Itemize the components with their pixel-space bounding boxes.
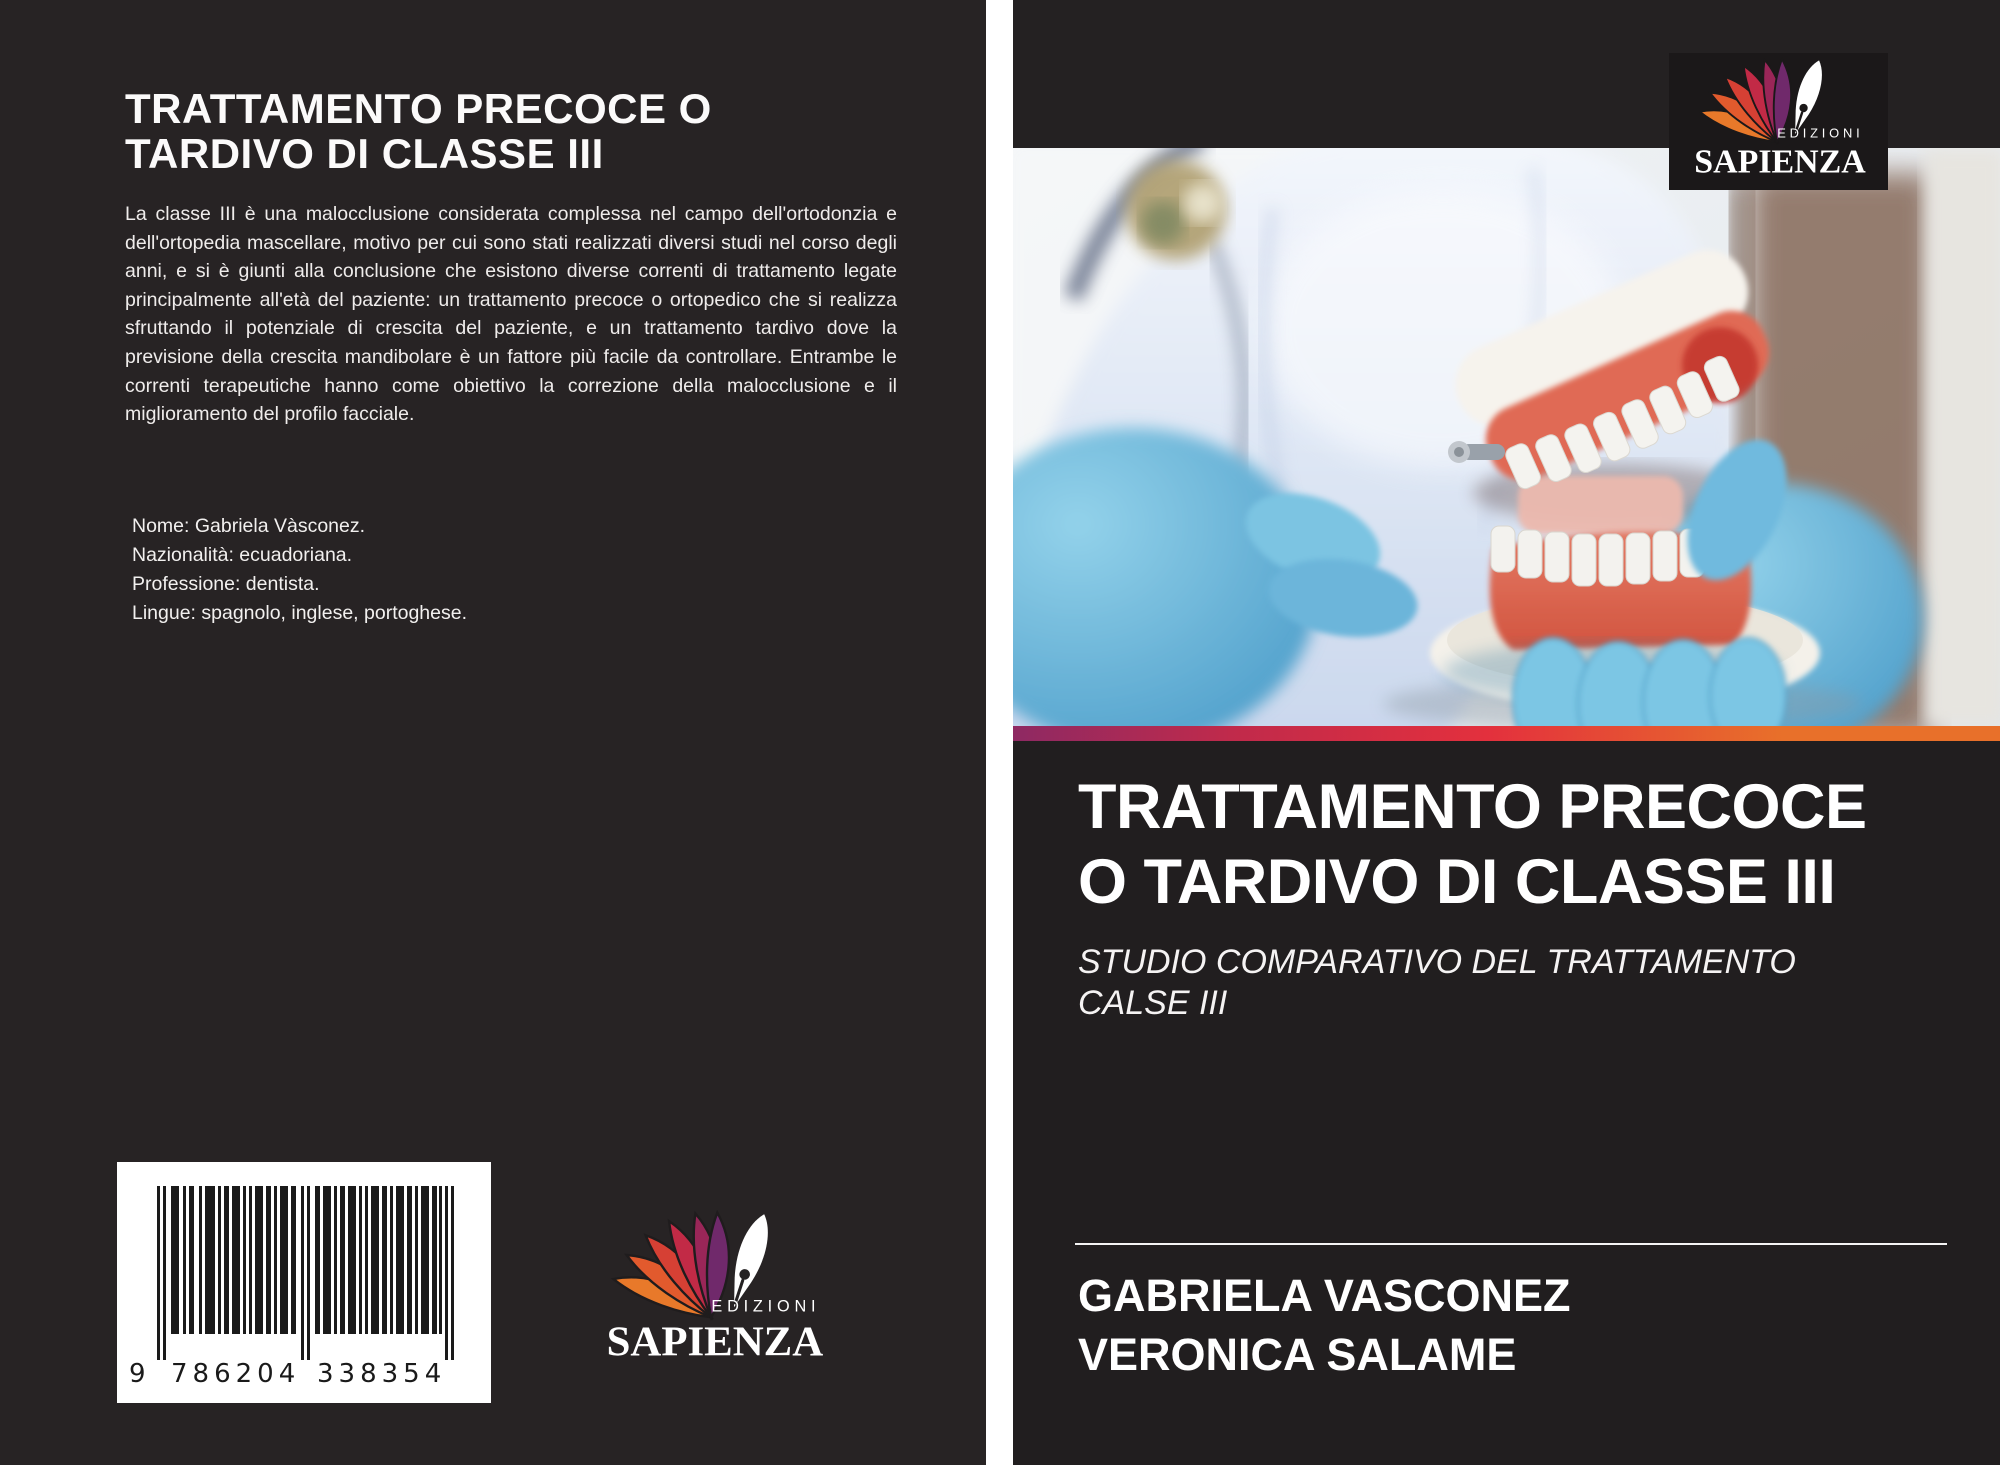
barcode-bars [157,1186,454,1360]
isbn-digits-group2: 338354 [317,1359,447,1389]
back-blurb-text: La classe III è una malocclusione considerata complessa nel campo dell'ortodonzia e dell'ortopedia mascellare, motivo per cui sono stati realizzati diversi studi nel corso degli anni, e si è giunti alla conclusione che esistono diverse correnti di trattamento legate principalmente all'età del paziente: un trattamento precoce o ortopedico che si realizza sfruttando il potenziale di crescita del paziente, e un trattamento tardivo dove la previsione della crescita mandibolare è un fattore più facile da controllare. Entrambe le correnti terapeutiche hanno come obiettivo la correzione della malocclusione e il miglioramento del profilo facciale. [125,203,897,426]
front-title [1078,770,1958,920]
back-cover [0,0,986,1465]
logo-edizioni-label: EDIZIONI [1777,125,1864,141]
front-subtitle [1078,942,1958,1024]
cover-photo-illustration [1013,148,2000,726]
author-name-1: GABRIELA VASCONEZ [1078,1270,1571,1321]
author-bio [132,512,467,628]
edizioni-sapienza-logo-icon [1682,57,1875,186]
bio-line-languages: Lingue: spagnolo, inglese, portoghese. [132,602,468,624]
bio-line-name: Nome: Gabriela Vàsconez. [132,515,366,537]
back-cover-content [125,86,897,429]
bio-line-nationality: Nazionalità: ecuadoriana. [132,544,353,566]
edizioni-sapienza-logo-icon [598,1210,828,1373]
isbn-barcode [117,1162,491,1403]
accent-gradient-bar [1013,726,2000,741]
hinge-screw [1448,441,1505,463]
pen-nib-icon [722,1210,776,1311]
front-title-line-1: TRATTAMENTO PRECOCE [1078,772,1867,842]
isbn-digits-group1: 786204 [171,1359,301,1389]
publisher-logo-back [598,1210,828,1373]
isbn-digit-prefix: 9 [129,1359,151,1389]
front-subtitle-line-1: STUDIO COMPARATIVO DEL TRATTAMENTO [1078,943,1796,981]
logo-sapienza-label: SAPIENZA [1694,143,1866,181]
front-title-line-2: O TARDIVO DI CLASSE III [1078,847,1836,917]
front-title-block [1078,770,1958,1024]
publisher-logo-front [1669,53,1888,190]
back-title-line-1: TRATTAMENTO PRECOCE O [125,85,712,132]
cover-photo [1013,148,2000,726]
back-title [125,86,897,176]
logo-sapienza-label: SAPIENZA [606,1318,824,1366]
spine-gap [986,0,1013,1465]
bio-line-profession: Professione: dentista. [132,573,320,595]
barcode-graphic [117,1162,491,1403]
front-subtitle-line-2: CALSE III [1078,984,1228,1022]
authors-divider-rule [1075,1243,1947,1245]
logo-edizioni-label: EDIZIONI [711,1297,821,1316]
front-cover [1013,0,2000,1465]
author-name-2: VERONICA SALAME [1078,1329,1517,1380]
author-names [1078,1266,1571,1384]
back-title-line-2: TARDIVO DI CLASSE III [125,130,604,177]
